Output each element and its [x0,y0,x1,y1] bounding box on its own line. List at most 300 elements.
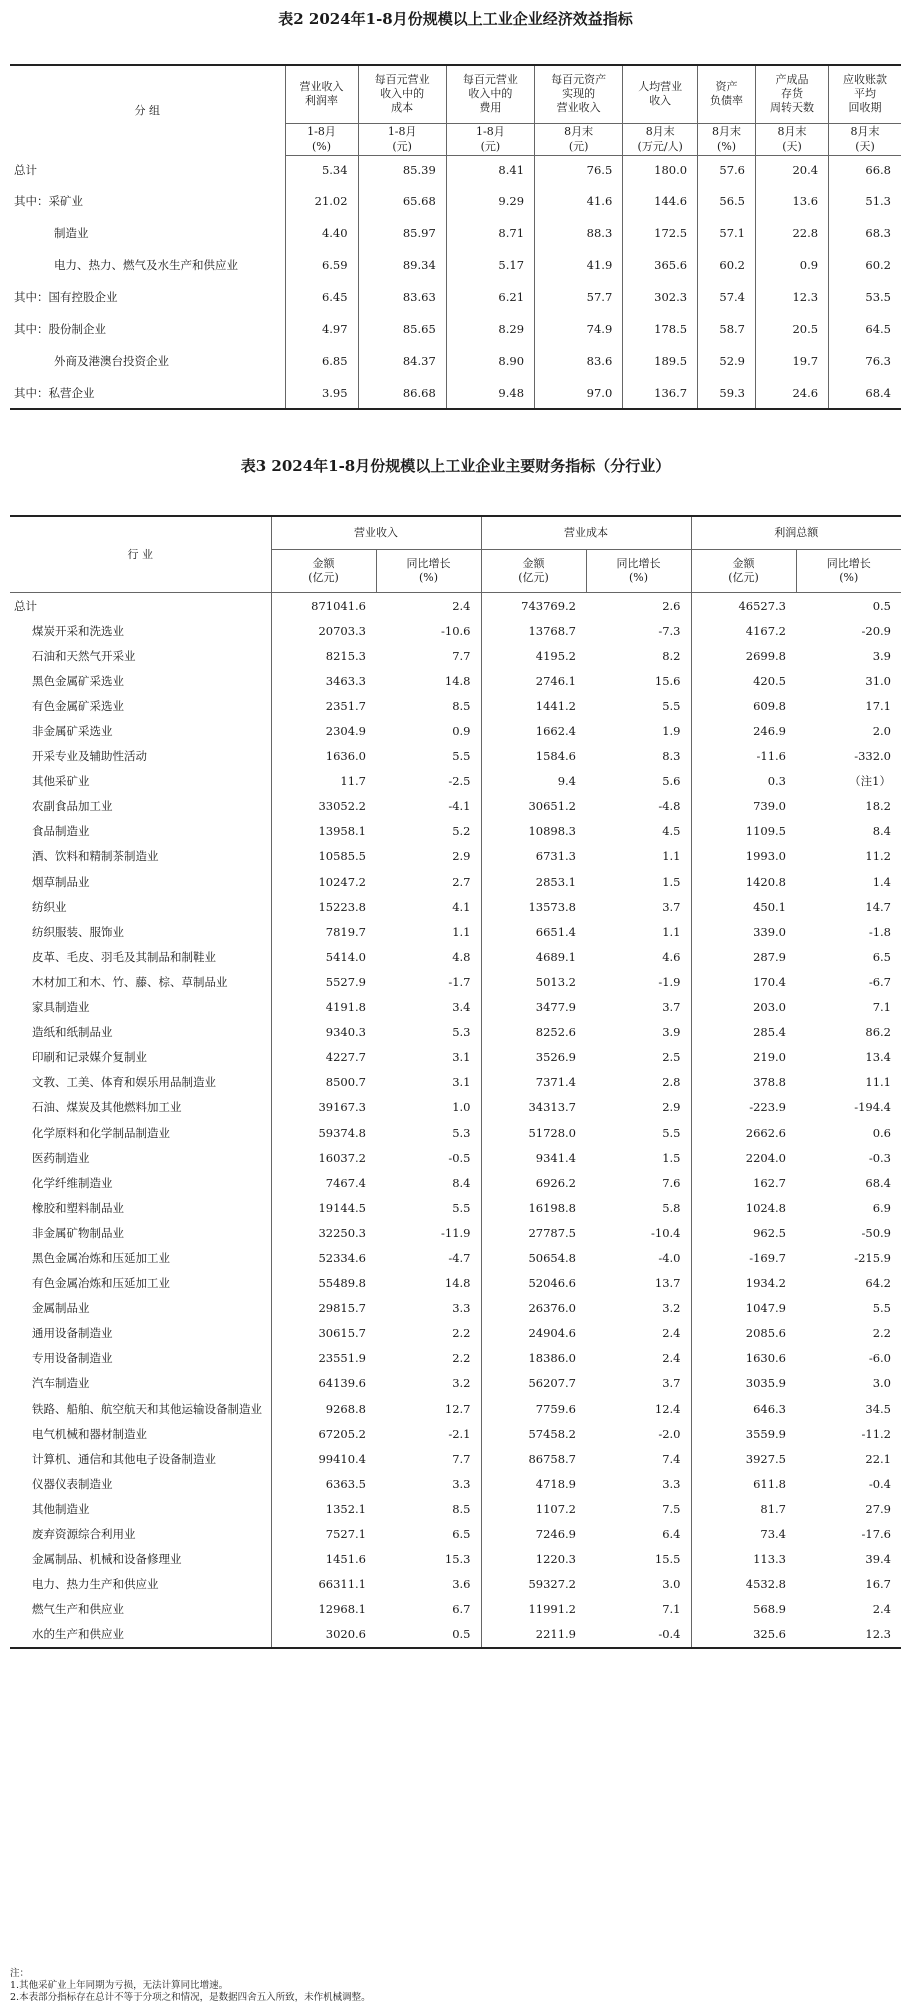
table-cell: 3.95 [285,377,358,409]
table-cell: 5.17 [446,249,534,281]
table3-title: 表3 2024年1-8月份规模以上工业企业主要财务指标（分行业） [240,457,671,475]
row-label: 外商及港澳台投资企业 [54,354,169,368]
table-cell: 378.8 [691,1070,796,1095]
table-cell: 3.0 [662,1577,681,1592]
table-cell: 0.9 [756,249,829,281]
table-cell: 5.5 [452,1200,471,1215]
table-cell: 3.4 [452,1000,471,1015]
table-row [10,693,901,718]
table-cell: 57.4 [698,281,756,313]
table-row [10,1271,901,1296]
table-cell: 4195.2 [481,643,586,668]
table-cell: 85.65 [358,313,446,345]
table-cell: -7.3 [658,623,681,638]
table-cell: 365.6 [623,249,698,281]
table-cell: 2699.8 [691,643,796,668]
row-label: 化学原料和化学制品制造业 [32,1125,170,1140]
table-cell: 16198.8 [481,1195,586,1220]
table-cell: 7467.4 [271,1170,376,1195]
table-cell: 8.5 [452,1501,471,1516]
table2-economic-indicators [10,64,901,410]
column-header: 营业收入 利润率 [285,65,358,123]
table-cell: 5.5 [662,698,681,713]
row-label: 有色金属冶炼和压延加工业 [32,1276,170,1291]
row-label: 开采专业及辅助性活动 [32,749,147,764]
table-cell: 1109.5 [691,819,796,844]
group-header-profit: 利润总额 [691,516,901,550]
table3-row-header: 行 业 [10,516,271,593]
table-row [10,281,901,313]
table-row [10,819,901,844]
table-cell: -0.4 [868,1476,891,1491]
column-period: 8月末 [623,123,698,139]
table-cell: 3.7 [662,899,681,914]
table-cell: 51728.0 [481,1120,586,1145]
column-header: 每百元资产 实现的 营业收入 [535,65,623,123]
column-header: 应收账款 平均 回收期 [829,65,901,123]
table-cell: （注1） [849,774,891,789]
table-cell: 89.34 [358,249,446,281]
table-cell: 3020.6 [271,1622,376,1648]
table-row [10,593,901,619]
table-cell: 144.6 [623,185,698,217]
table-cell: 1107.2 [481,1496,586,1521]
table-cell: 22.1 [865,1451,891,1466]
table-cell: -1.8 [868,924,891,939]
column-unit: (万元/人) [623,139,698,155]
table-cell: 6.4 [662,1527,681,1542]
table-cell: 52.9 [698,345,756,377]
table-cell: 1.1 [662,849,681,864]
table-cell: 55489.8 [271,1271,376,1296]
table-cell: 5527.9 [271,969,376,994]
table-cell: 8.71 [446,217,534,249]
table-cell: 4689.1 [481,944,586,969]
table-cell: 59374.8 [271,1120,376,1145]
table-row [10,1471,901,1496]
column-header: 每百元营业 收入中的 费用 [446,65,534,123]
row-label: 电力、热力生产和供应业 [32,1577,159,1592]
table-cell: 8252.6 [481,1020,586,1045]
table-cell: -11.9 [441,1225,471,1240]
table-cell: 1420.8 [691,869,796,894]
table-cell: 15.3 [444,1552,471,1567]
table-cell: 34.5 [865,1401,891,1416]
table-cell: 2.2 [872,1326,891,1341]
table-cell: 5.3 [452,1025,471,1040]
table-cell: 1352.1 [271,1496,376,1521]
row-label: 酒、饮料和精制茶制造业 [32,849,159,864]
table-row [10,1095,901,1120]
table-cell: 2853.1 [481,869,586,894]
table-cell: -215.9 [854,1250,891,1265]
table-cell: -4.0 [658,1250,681,1265]
row-label: 电力、热力、燃气及水生产和供应业 [54,258,238,272]
table-row [10,944,901,969]
row-label: 化学纤维制造业 [32,1175,113,1190]
table-cell: 2.4 [662,1351,681,1366]
table-cell: 18.2 [865,799,891,814]
table-cell: -6.0 [868,1351,891,1366]
table-cell: 99410.4 [271,1446,376,1471]
table-cell: 4.6 [662,949,681,964]
group-header-revenue: 营业收入 [271,516,481,550]
table-cell: 13768.7 [481,618,586,643]
table-cell: 203.0 [691,995,796,1020]
table-row [10,377,901,409]
table-cell: 8.29 [446,313,534,345]
table-cell: 8.5 [452,698,471,713]
table-cell: 81.7 [691,1496,796,1521]
table-cell: 59.3 [698,377,756,409]
table-cell: 60.2 [698,249,756,281]
table-cell: 7819.7 [271,919,376,944]
column-header: 产成品 存货 周转天数 [756,65,829,123]
table-cell: 3.9 [872,648,891,663]
table-cell: 2.6 [662,598,681,613]
table-cell: 66311.1 [271,1572,376,1597]
table-cell: -2.5 [448,774,471,789]
table-row [10,668,901,693]
table-cell: 8.4 [872,824,891,839]
table-cell: 27787.5 [481,1220,586,1245]
table-cell: 3.1 [452,1075,471,1090]
row-label: 总计 [14,163,37,177]
table-cell: 3.3 [452,1476,471,1491]
table-row [10,1170,901,1195]
table-cell: 27.9 [865,1501,891,1516]
table-cell: 1.1 [452,924,471,939]
table-cell: 32250.3 [271,1220,376,1245]
row-label: 皮革、毛皮、羽毛及其制品和制鞋业 [32,949,216,964]
table-cell: 14.7 [865,899,891,914]
table-cell: -2.0 [658,1426,681,1441]
table-cell: -11.2 [861,1426,891,1441]
table-cell: 2.4 [452,598,471,613]
table-cell: 1.5 [662,1150,681,1165]
table-row [10,1371,901,1396]
table-cell: 5.5 [872,1301,891,1316]
table-cell: 6.85 [285,345,358,377]
row-label: 文教、工美、体育和娱乐用品制造业 [32,1075,216,1090]
table-cell: 450.1 [691,894,796,919]
column-unit: (天) [756,139,829,155]
table-cell: 65.68 [358,185,446,217]
table-cell: -0.5 [448,1150,471,1165]
table-cell: 6.5 [452,1527,471,1542]
table-cell: 12.4 [654,1401,681,1416]
table-cell: 2.0 [872,724,891,739]
row-label: 其他采矿业 [32,774,90,789]
table-cell: 56.5 [698,185,756,217]
row-label: 有色金属矿采选业 [32,698,124,713]
table-cell: 2.5 [662,1050,681,1065]
table-cell: 41.9 [535,249,623,281]
subheader-growth: 同比增长 (%) [376,550,481,593]
column-unit: (%) [698,139,756,155]
table-cell: 15223.8 [271,894,376,919]
table-cell: 180.0 [623,155,698,185]
table-cell: 15.6 [654,673,681,688]
table-cell: 7.5 [662,1501,681,1516]
table-cell: 7.7 [452,648,471,663]
table-row [10,345,901,377]
table-row [10,718,901,743]
table-cell: 11.1 [865,1075,891,1090]
table-cell: 12968.1 [271,1597,376,1622]
table-cell: 20703.3 [271,618,376,643]
table2-group-header: 分 组 [134,103,160,117]
table-cell: 57.1 [698,217,756,249]
table-cell: 0.6 [872,1125,891,1140]
table-cell: 178.5 [623,313,698,345]
table-cell: 3.7 [662,1376,681,1391]
table-cell: 9.4 [481,769,586,794]
table-cell: 1.1 [662,924,681,939]
table-cell: 3.6 [452,1577,471,1592]
table-cell: -4.8 [658,799,681,814]
table-cell: 7527.1 [271,1521,376,1546]
notes-heading: 注： [10,1968,30,1979]
table-cell: 56207.7 [481,1371,586,1396]
table-cell: 88.3 [535,217,623,249]
table-cell: 64.2 [865,1276,891,1291]
table-cell: 85.97 [358,217,446,249]
column-period: 1-8月 [285,123,358,139]
table-cell: 16037.2 [271,1145,376,1170]
row-label: 食品制造业 [32,824,90,839]
table-cell: 219.0 [691,1045,796,1070]
table-cell: 2085.6 [691,1321,796,1346]
table-cell: 60.2 [829,249,901,281]
table-cell: 66.8 [829,155,901,185]
row-label: 黑色金属矿采选业 [32,673,124,688]
column-header: 每百元营业 收入中的 成本 [358,65,446,123]
row-label: 煤炭开采和洗选业 [32,623,124,638]
table-cell: 7.1 [662,1602,681,1617]
table-row [10,1521,901,1546]
table-cell: 22.8 [756,217,829,249]
row-label: 其中：私营企业 [14,385,95,400]
table-cell: 12.3 [756,281,829,313]
table-cell: -1.9 [658,974,681,989]
table-cell: 9.29 [446,185,534,217]
table-cell: 16.7 [865,1577,891,1592]
row-label: 金属制品业 [32,1301,90,1316]
table-cell: 6.59 [285,249,358,281]
table-row [10,919,901,944]
table-cell: 2662.6 [691,1120,796,1145]
table-cell: 871041.6 [271,593,376,619]
table-cell: 13573.8 [481,894,586,919]
table-cell: 1993.0 [691,844,796,869]
table-cell: 9268.8 [271,1396,376,1421]
table-cell: 9340.3 [271,1020,376,1045]
table-cell: 59327.2 [481,1572,586,1597]
row-label: 造纸和纸制品业 [32,1025,113,1040]
column-period: 1-8月 [358,123,446,139]
table-cell: 13.7 [654,1276,681,1291]
subheader-amount: 金额 (亿元) [271,550,376,593]
row-label: 计算机、通信和其他电子设备制造业 [32,1451,216,1466]
table-row [10,249,901,281]
table-cell: 609.8 [691,693,796,718]
subheader-amount: 金额 (亿元) [691,550,796,593]
table-cell: 20.4 [756,155,829,185]
table-row [10,217,901,249]
row-label: 医药制造业 [32,1150,90,1165]
row-label: 印刷和记录媒介复制业 [32,1050,147,1065]
column-period: 8月末 [829,123,901,139]
table-cell: 1047.9 [691,1296,796,1321]
table-cell: 5.5 [662,1125,681,1140]
table-cell: 18386.0 [481,1346,586,1371]
table-cell: 2746.1 [481,668,586,693]
table-cell: 3.2 [662,1301,681,1316]
table-cell: 13.6 [756,185,829,217]
table-cell: 1024.8 [691,1195,796,1220]
table-cell: 1220.3 [481,1547,586,1572]
table-cell: 7246.9 [481,1521,586,1546]
row-label: 仪器仪表制造业 [32,1476,113,1491]
table-cell: 0.9 [452,724,471,739]
row-label: 制造业 [54,226,89,240]
row-label: 非金属矿采选业 [32,724,113,739]
table-cell: 1.5 [662,874,681,889]
row-label: 农副食品加工业 [32,799,113,814]
table-cell: 136.7 [623,377,698,409]
table-cell: 24904.6 [481,1321,586,1346]
table-cell: -4.1 [448,799,471,814]
row-label: 木材加工和木、竹、藤、棕、草制品业 [32,974,228,989]
table-cell: 189.5 [623,345,698,377]
table-cell: 3.1 [452,1050,471,1065]
table-cell: 4.40 [285,217,358,249]
table-cell: 1934.2 [691,1271,796,1296]
table-cell: 3.9 [662,1025,681,1040]
column-header: 人均营业 收入 [623,65,698,123]
row-label: 其中：采矿业 [14,194,83,208]
table-cell: 84.37 [358,345,446,377]
table-cell: 13958.1 [271,819,376,844]
table-row [10,1547,901,1572]
row-label: 燃气生产和供应业 [32,1602,124,1617]
subheader-amount: 金额 (亿元) [481,550,586,593]
table-cell: 339.0 [691,919,796,944]
table-cell: -50.9 [861,1225,891,1240]
table-cell: 5.5 [452,749,471,764]
table-row [10,794,901,819]
table-cell: 4.5 [662,824,681,839]
table-row [10,1245,901,1270]
table-cell: 8.3 [662,749,681,764]
table-cell: -1.7 [448,974,471,989]
table-cell: 646.3 [691,1396,796,1421]
table-cell: 5.3 [452,1125,471,1140]
table-cell: 8500.7 [271,1070,376,1095]
table-cell: 76.3 [829,345,901,377]
table-cell: 6.21 [446,281,534,313]
table-row [10,643,901,668]
table-cell: 2351.7 [271,693,376,718]
table-cell: 4718.9 [481,1471,586,1496]
table-cell: 83.63 [358,281,446,313]
table-cell: 15.5 [654,1552,681,1567]
table-cell: 52046.6 [481,1271,586,1296]
column-unit: (元) [446,139,534,155]
table-cell: 6363.5 [271,1471,376,1496]
table-cell: 2.9 [452,849,471,864]
table-cell: 30651.2 [481,794,586,819]
table-cell: 2.7 [452,874,471,889]
table-row [10,1296,901,1321]
table-cell: 39167.3 [271,1095,376,1120]
row-label: 总计 [14,598,37,613]
table-cell: 4.8 [452,949,471,964]
table-row [10,1597,901,1622]
table-cell: 97.0 [535,377,623,409]
row-label: 烟草制品业 [32,874,90,889]
table-cell: 3477.9 [481,995,586,1020]
table-cell: -194.4 [854,1100,891,1115]
table-cell: 246.9 [691,718,796,743]
table-cell: 0.3 [691,769,796,794]
row-label: 石油、煤炭及其他燃料加工业 [32,1100,182,1115]
table-cell: 1.9 [662,724,681,739]
table-cell: 4532.8 [691,1572,796,1597]
column-period: 1-8月 [446,123,534,139]
table-cell: 4.97 [285,313,358,345]
table-cell: 30615.7 [271,1321,376,1346]
table-cell: 1.0 [452,1100,471,1115]
table-cell: 1662.4 [481,718,586,743]
table-cell: -4.7 [448,1250,471,1265]
table-row [10,969,901,994]
table-cell: 34313.7 [481,1095,586,1120]
table-cell: 3526.9 [481,1045,586,1070]
table-cell: 3.3 [452,1301,471,1316]
note-line: 1.其他采矿业上年同期为亏损，无法计算同比增速。 [10,1980,229,1991]
subheader-growth: 同比增长 (%) [586,550,691,593]
table-cell: 2204.0 [691,1145,796,1170]
table-cell: 5.8 [662,1200,681,1215]
table-row [10,995,901,1020]
table-cell: 4167.2 [691,618,796,643]
table-cell: 7.4 [662,1451,681,1466]
table-row [10,1572,901,1597]
row-label: 其他制造业 [32,1501,90,1516]
row-label: 非金属矿物制品业 [32,1225,124,1240]
table-row [10,1496,901,1521]
row-label: 金属制品、机械和设备修理业 [32,1552,182,1567]
table-cell: 10898.3 [481,819,586,844]
table-cell: 8.41 [446,155,534,185]
table-row [10,1220,901,1245]
row-label: 通用设备制造业 [32,1326,113,1341]
table-cell: 74.9 [535,313,623,345]
table-cell: 420.5 [691,668,796,693]
row-label: 石油和天然气开采业 [32,648,136,663]
column-unit: (天) [829,139,901,155]
table-cell: 29815.7 [271,1296,376,1321]
table-cell: -11.6 [691,744,796,769]
table-row [10,155,901,185]
table-cell: 5414.0 [271,944,376,969]
column-period: 8月末 [698,123,756,139]
table-cell: 68.4 [865,1175,891,1190]
table-cell: 2.8 [662,1075,681,1090]
table-cell: 5.2 [452,824,471,839]
